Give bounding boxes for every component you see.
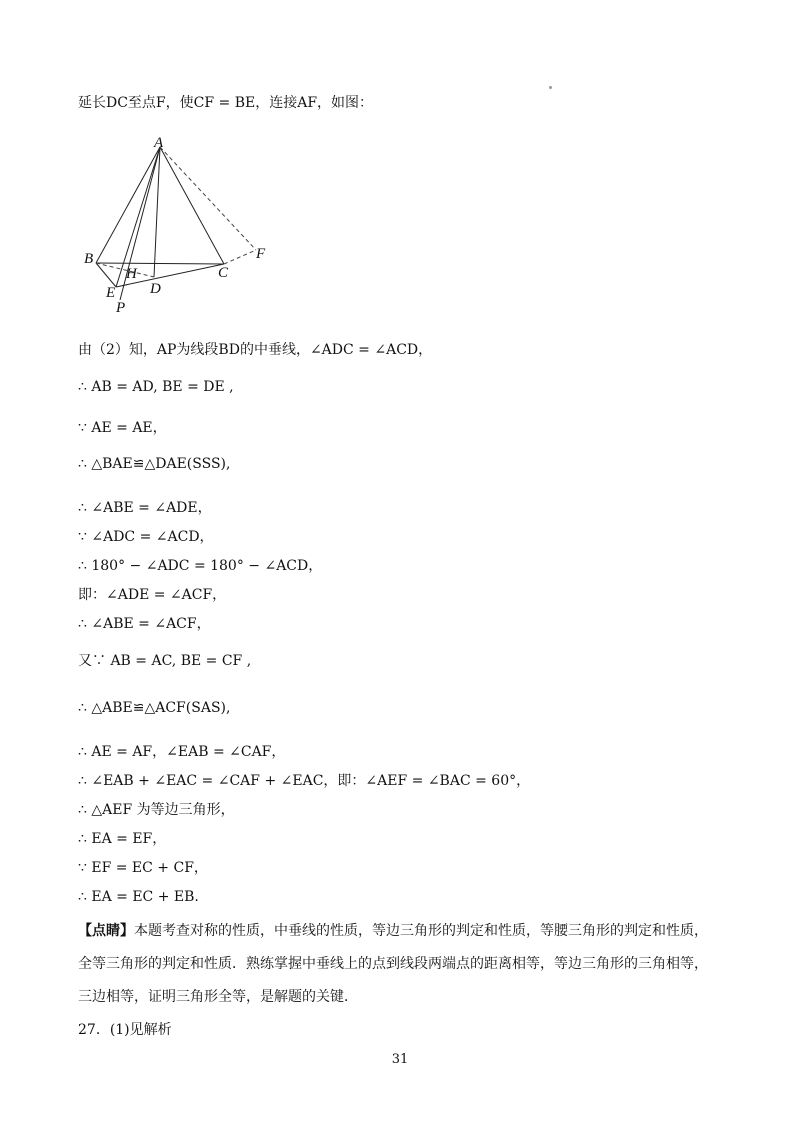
text-line-4: ∴ △BAE≌△DAE(SSS),: [78, 456, 231, 472]
segment-BD-dashed: [96, 263, 154, 277]
text-line-16: ∵ EF = EC + CF，: [78, 860, 208, 876]
text-line-17: ∴ EA = EC + EB.: [78, 889, 199, 905]
label-H: H: [126, 266, 137, 282]
text-line-2: ∴ AB = AD, BE = DE ,: [78, 379, 234, 395]
label-F: F: [256, 246, 266, 262]
scan-dot: [549, 86, 552, 89]
note-text: 本题考查对称的性质，中垂线的性质，等边三角形的判定和性质，等腰三角形的判定和性质，全等三角形的判定和性质．熟练掌握中垂线上的点到线段两端点的距离相等，等边三角形的三角相等，三边相等，证明三角形全等，是解题的关键．: [78, 923, 708, 1005]
text-line-14: ∴ △AEF 为等边三角形，: [78, 802, 235, 818]
note-paragraph: [78, 915, 718, 1014]
text-line-13: ∴ ∠EAB + ∠EAC = ∠CAF + ∠EAC，即：∠AEF = ∠BAC = 60°，: [78, 773, 531, 789]
segment-BC: [96, 263, 224, 264]
text-line-10: 又∵ AB = AC, BE = CF ,: [78, 653, 252, 669]
text-line-9: ∴ ∠ABE = ∠ACF，: [78, 616, 211, 632]
text-line-3: ∵ AE = AE，: [78, 420, 167, 436]
segment-AB: [96, 147, 160, 263]
label-A: A: [154, 135, 164, 151]
note-tag: 【点睛】: [78, 923, 134, 939]
segment-AE: [116, 147, 160, 287]
text-line-intro: 延长DC至点F，使CF = BE，连接AF，如图：: [78, 95, 374, 111]
text-line-15: ∴ EA = EF，: [78, 831, 167, 847]
label-C: C: [218, 265, 229, 281]
text-line-6: ∵ ∠ADC = ∠ACD，: [78, 529, 214, 545]
text-line-8: 即：∠ADE = ∠ACF，: [78, 587, 227, 603]
page-number: 31: [391, 1052, 409, 1067]
text-line-11: ∴ △ABE≌△ACF(SAS),: [78, 700, 231, 716]
next-item-heading: 27．(1)见解析: [78, 1022, 172, 1038]
label-D: D: [150, 281, 161, 297]
label-E: E: [106, 285, 116, 301]
text-line-1: 由（2）知，AP为线段BD的中垂线，∠ADC = ∠ACD，: [78, 342, 433, 358]
text-line-5: ∴ ∠ABE = ∠ADE，: [78, 500, 212, 516]
text-line-12: ∴ AE = AF，∠EAB = ∠CAF，: [78, 744, 286, 760]
segment-CF-dashed: [224, 250, 256, 264]
geometry-figure: [78, 135, 298, 315]
text-line-7: ∴ 180° − ∠ADC = 180° − ∠ACD，: [78, 558, 323, 574]
label-B: B: [84, 251, 94, 267]
label-P: P: [116, 300, 126, 315]
